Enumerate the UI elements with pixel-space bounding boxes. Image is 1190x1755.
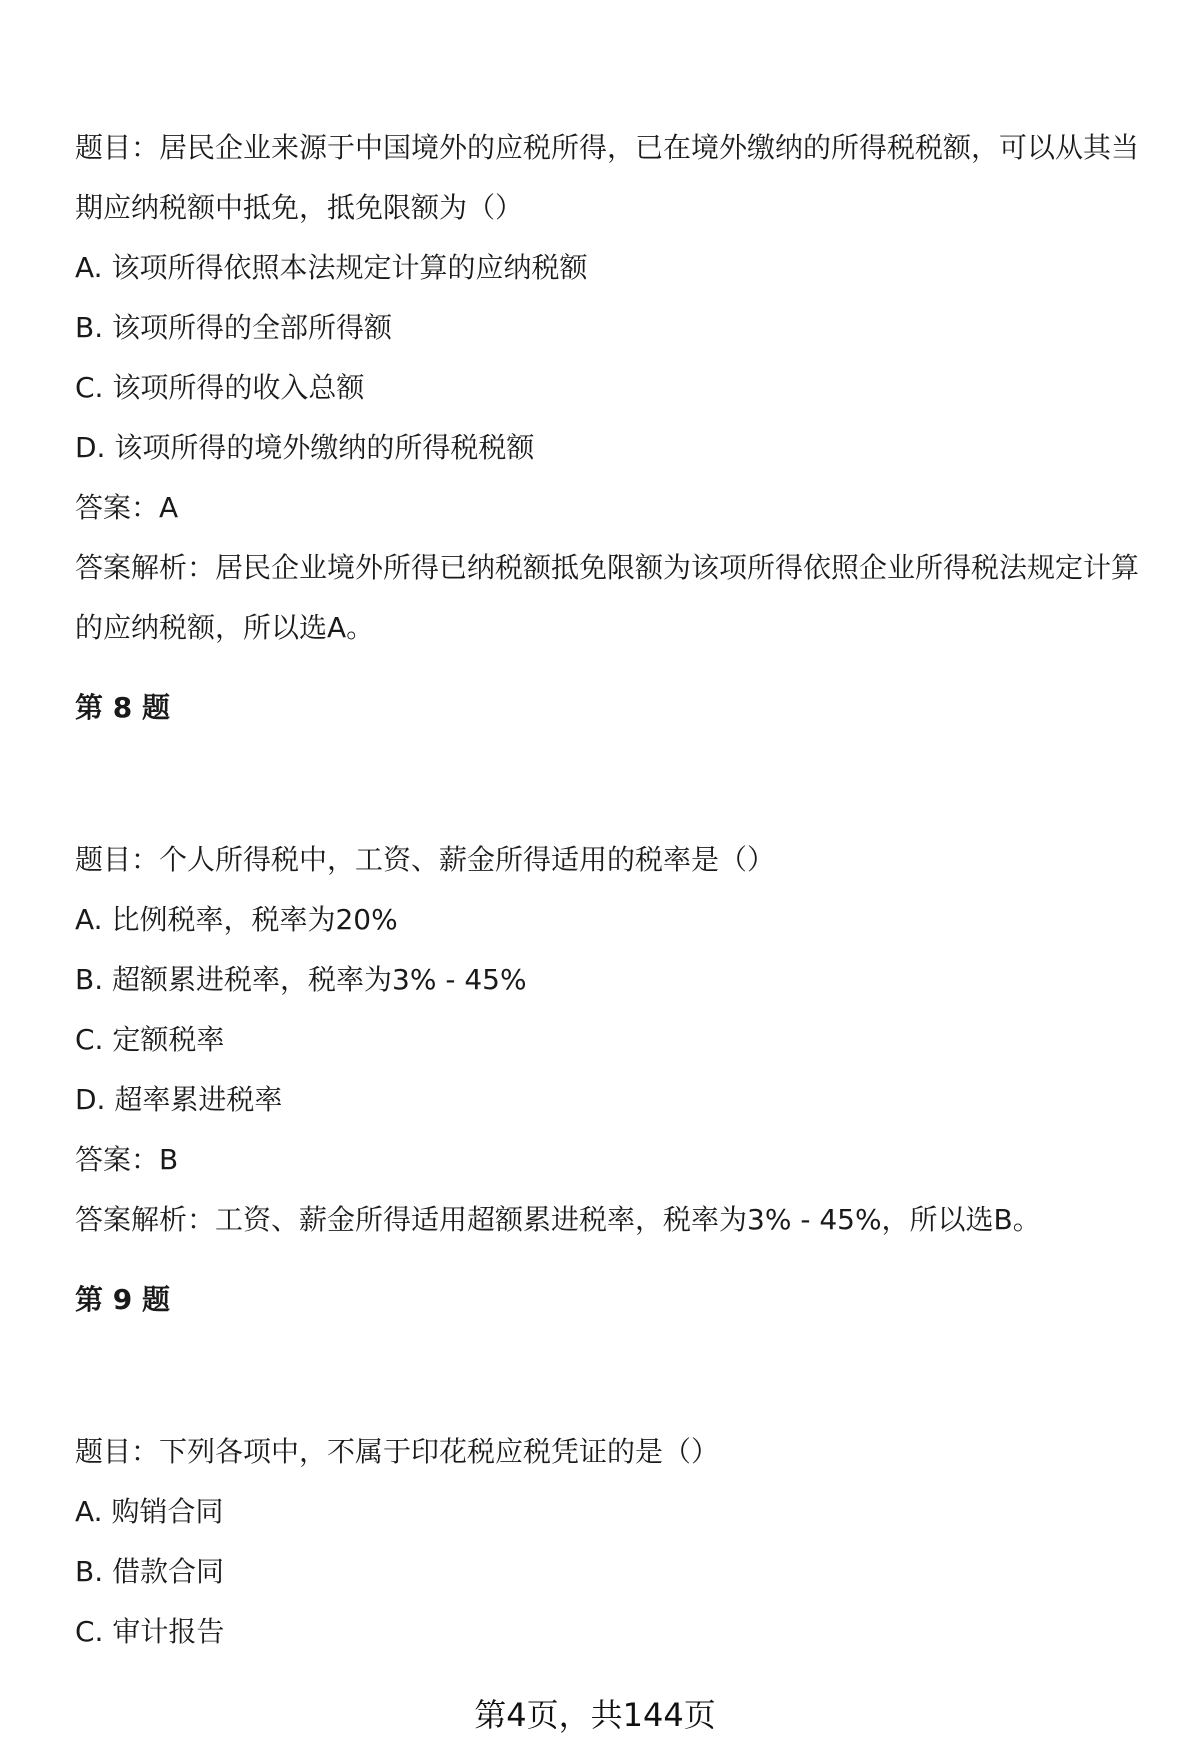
option-d: D. 该项所得的境外缴纳的所得税税额 (75, 431, 535, 464)
option-b: B. 超额累进税率，税率为3% - 45% (75, 963, 527, 996)
option-c: C. 该项所得的收入总额 (75, 371, 365, 404)
answer-explanation: 答案解析：居民企业境外所得已纳税额抵免限额为该项所得依照企业所得税法规定计算的应纳税额，所以选A。 (75, 551, 1140, 644)
question-text: 题目：下列各项中，不属于印花税应税凭证的是（） (75, 1435, 720, 1468)
option-c: C. 审计报告 (75, 1615, 225, 1648)
answer-explanation: 答案解析：工资、薪金所得适用超额累进税率，税率为3% - 45%，所以选B。 (75, 1203, 1041, 1236)
question-text: 题目：个人所得税中，工资、薪金所得适用的税率是（） (75, 843, 776, 876)
option-a: A. 该项所得依照本法规定计算的应纳税额 (75, 251, 588, 284)
option-d: D. 超率累进税率 (75, 1083, 283, 1116)
option-c: C. 定额税率 (75, 1023, 225, 1056)
page-number: 第4页，共144页 (474, 1696, 716, 1734)
option-b: B. 该项所得的全部所得额 (75, 311, 393, 344)
answer-text: 答案：B (75, 1143, 179, 1176)
option-a: A. 比例税率，税率为20% (75, 903, 398, 936)
answer-text: 答案：A (75, 491, 179, 524)
option-a: A. 购销合同 (75, 1495, 224, 1528)
question-text: 题目：居民企业来源于中国境外的应税所得，已在境外缴纳的所得税税额，可以从其当期应纳税额中抵免，抵免限额为（） (75, 131, 1140, 224)
question-heading: 第 9 题 (75, 1283, 170, 1316)
question-heading: 第 8 题 (75, 691, 170, 724)
option-b: B. 借款合同 (75, 1555, 225, 1588)
document-page (75, 118, 1155, 1662)
